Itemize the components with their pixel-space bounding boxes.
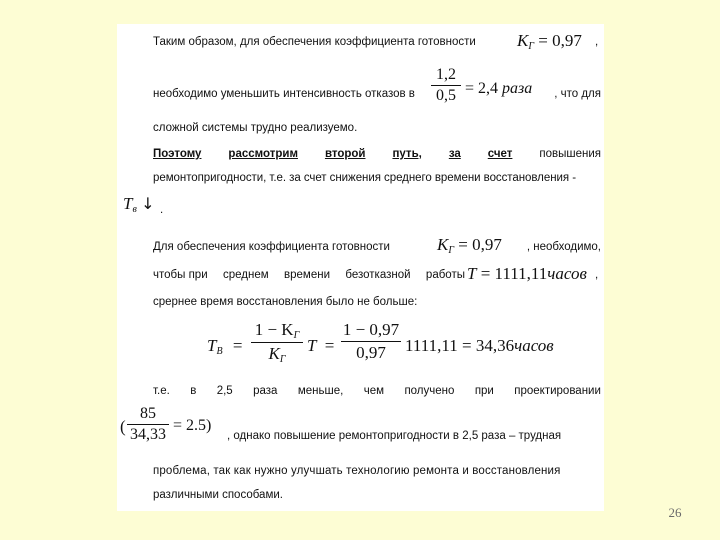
text-l1: Таким образом, для обеспечения коэффициента готовности	[153, 36, 476, 48]
formula-small-paren: (	[120, 417, 126, 436]
formula-big-frac-2: 1 − 0,97 0,97	[342, 320, 400, 362]
formula-kg-2: $K_Г = 0,97$	[437, 235, 502, 256]
text-l8-trail: ,	[595, 269, 599, 281]
formula-big-mid: T =	[307, 336, 335, 355]
text-l2: необходимо уменьшить интенсивность отказов в	[153, 88, 415, 100]
formula-t-mtbf: T = 1111,11часов	[467, 264, 587, 283]
text-line-10: т.е. в 2,5 раза меньше, чем получено при проектировании	[153, 385, 601, 397]
text-l2-trail: , что для	[554, 88, 601, 100]
formula-small-frac: 85 34,33	[127, 405, 169, 444]
formula-big-rhs: 1111,11 = 34,36часов	[405, 336, 554, 355]
document-page	[117, 24, 604, 511]
text-line-3: сложной системы трудно реализуемо.	[153, 122, 358, 134]
formula-small-val: = 2.5)	[173, 417, 212, 434]
text-line-2	[153, 88, 453, 100]
text-line-13: различными способами.	[153, 489, 283, 501]
text-line-7: Для обеспечения коэффициента готовности	[153, 241, 390, 253]
formula-ratio-fraction: 1,2 0,5	[431, 66, 461, 105]
formula-big-lhs: $T_В$ =	[207, 336, 243, 357]
text-line-9: срернее время восстановления было не больше:	[153, 296, 418, 308]
formula-ratio-value: = 2,4 раза	[465, 80, 533, 97]
text-l6-trail: .	[160, 204, 164, 216]
text-line-4: Поэтому рассмотрим второй путь, за счет повышения	[153, 148, 601, 160]
text-line-12: проблема, так как нужно улучшать технологию ремонта и восстановления	[153, 465, 561, 477]
text-line-5: ремонтопригодности, т.е. за счет снижения среднего времени восстановления -	[153, 172, 576, 184]
formula-kg-1: $K_Г = 0,97$	[517, 31, 582, 52]
text-l7-trail: , необходимо,	[526, 241, 601, 253]
page-number: 26	[668, 505, 682, 520]
formula-tv-arrow: $T_в$ ↓	[123, 194, 155, 215]
text-line-8: чтобы при среднем времени безотказной работы	[153, 269, 465, 281]
text-l1-trail: ,	[595, 36, 599, 48]
text-line-11: , однако повышение ремонтопригодности в 2,5 раза – трудная	[227, 430, 562, 442]
formula-big-frac-1: $1 - K_Г$ $K_Г$	[251, 320, 303, 365]
